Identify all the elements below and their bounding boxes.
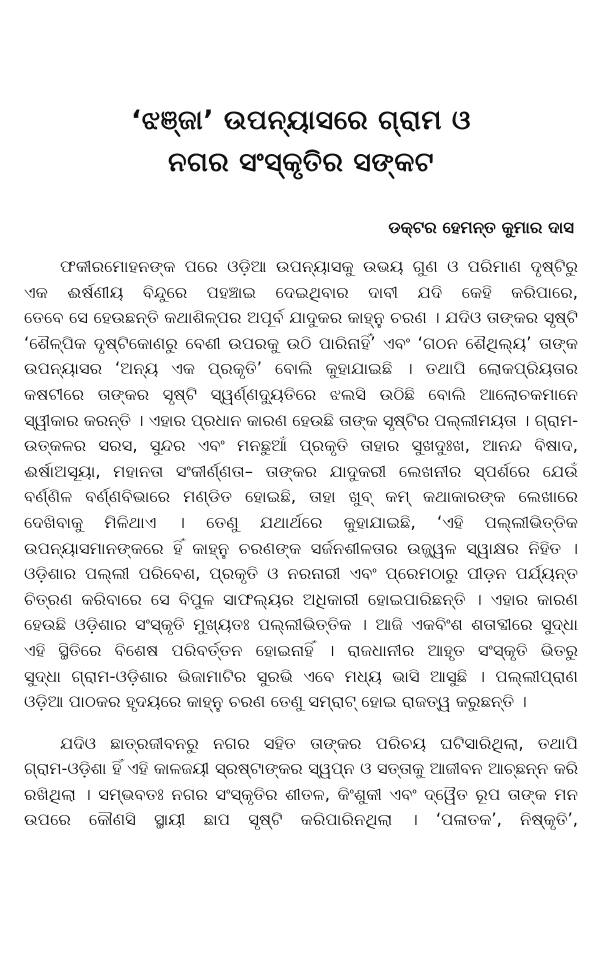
- paragraph-line: କଷଟୀରେ ତାଙ୍କର ସୃଷ୍ଟି ସ୍ୱର୍ଣ୍ଣଦ୍ୟୁତିରେ ଝଲସି ଉଠିଛି ବୋଲି ଆଲୋଚକମାନେ: [24, 384, 578, 404]
- article-title-line-2: ନଗର ସଂସ୍କୃତିର ସଙ୍କଟ: [167, 147, 435, 178]
- paragraph-line: ଈର୍ଷାଅସୂୟା, ମହାନତା ସଂକୀର୍ଣ୍ଣତା– ତାଙ୍କର ଯାଦୁକରୀ ଲେଖନୀର ସ୍ପର୍ଶରେ ଯେଉଁ: [24, 461, 578, 481]
- paragraph-line: ହେଉଛି ଓଡ଼ିଶାର ସଂସ୍କୃତି ମୁଖ୍ୟତଃ ପଲ୍ଲୀଭିତ୍ତିକ । ଆଜି ଏକବିଂଶ ଶତାବ୍ଦୀରେ ସୁଦ୍ଧା: [24, 615, 578, 635]
- paragraph-line: ଯଦିଓ ଛାତ୍ରଜୀବନରୁ ନଗର ସହିତ ତାଙ୍କର ପରିଚୟ ଘଟିସାରିଥିଲା, ତଥାପି: [60, 733, 578, 753]
- paragraph-line: ଉତ୍କଳର ସରସ, ସୁନ୍ଦର ଏବଂ ମନଛୁଆଁ ପ୍ରକୃତି ତାହାର ସୁଖଦୁଃଖ, ଆନନ୍ଦ ବିଷାଦ,: [24, 436, 578, 456]
- paragraph-line: ସୁଦ୍ଧା ଗ୍ରାମ-ଓଡ଼ିଶାର ଭିଜାମାଟିର ସୁରଭି ଏବେ ମଧ୍ୟ ଭାସି ଆସୁଛି । ପଲ୍ଲୀପ୍ରାଣ: [24, 666, 578, 686]
- article-title-line-1: ‘ଝଞ୍ଜା’ ଉପନ୍ୟାସରେ ଗ୍ରାମ ଓ: [130, 105, 472, 136]
- paragraph-line: ସ୍ୱୀକାର କରନ୍ତି । ଏହାର ପ୍ରଧାନ କାରଣ ହେଉଛି ତାଙ୍କ ସୃଷ୍ଟିର ପଲ୍ଲୀମୟତା । ଗ୍ରାମ-: [24, 410, 578, 430]
- paragraph-line: ଓଡ଼ିଆ ପାଠକର ହୃଦୟରେ କାହ୍ନୁ ଚରଣ ତେଣୁ ସମ୍ରାଟ୍ ହୋଇ ରାଜତ୍ୱ କରୁଛନ୍ତି ।: [24, 692, 527, 712]
- paragraph-line: ରଖିଥିଲା । ସମ୍ଭବତଃ ନଗର ସଂସ୍କୃତିର ଶୀତଳ, କିଂଶୁକୀ ଏବଂ ଦ୍ୱୈତ ରୂପ ତାଙ୍କ ମନ: [24, 784, 578, 804]
- paragraph-line: ଉପନ୍ୟାସମାନଙ୍କରେ ହିଁ କାହ୍ନୁ ଚରଣଙ୍କ ସର୍ଜନଶୀଳତାର ଉଜ୍ଜ୍ୱଳ ସ୍ୱାକ୍ଷର ନିହିତ ।: [24, 538, 578, 558]
- paragraph-line: ଉପନ୍ୟାସର ‘ଅନ୍ୟ ଏକ ପ୍ରକୃତି’ ବୋଲି କୁହାଯାଇଛି । ତଥାପି ଲୋକପ୍ରିୟତାର: [24, 359, 578, 379]
- paragraph-2: [24, 731, 578, 833]
- article-title: [24, 100, 578, 184]
- author-byline: ଡକ୍ଟର ହେମନ୍ତ କୁମାର ଦାସ: [388, 218, 574, 237]
- paragraph-line: ବର୍ଣ୍ଣିଳ ବର୍ଣ୍ଣବିଭାରେ ମଣ୍ଡିତ ହୋଇଛି, ତାହା ଖୁବ୍ କମ୍ କଥାକାରଙ୍କ ଲେଖାରେ: [24, 487, 578, 507]
- paragraph-1: [24, 254, 578, 715]
- paragraph-line: ତେବେ ସେ ହେଉଛନ୍ତି କଥାଶିଳ୍ପର ଅପୂର୍ବ ଯାଦୁକର କାହ୍ନୁ ଚରଣ । ଯଦିଓ ତାଙ୍କର ସୃଷ୍ଟି: [24, 308, 578, 328]
- paragraph-line: ଏହି ସ୍ଥିତିରେ ବିଶେଷ ପରିବର୍ତ୍ତନ ହୋଇନାହିଁ । ରାଜଧାନୀର ଆହୃତ ସଂସ୍କୃତି ଭିତରୁ: [24, 640, 578, 660]
- paragraph-line: ଏକ ଈର୍ଷଣୀୟ ବିନ୍ଦୁରେ ପହଞ୍ଚାଇ ଦେଇଥିବାର ଦାବୀ ଯଦି କେହି କରିପାରେ,: [24, 282, 578, 302]
- paragraph-line: ଗ୍ରାମ-ଓଡ଼ିଶା ହିଁ ଏହି କାଳଜୟୀ ସ୍ରଷ୍ଟାଙ୍କର ସ୍ୱପ୍ନ ଓ ସତ୍ତାକୁ ଆଜୀବନ ଆଚ୍ଛନ୍ନ କରି: [24, 759, 578, 779]
- paragraph-line: ଉପରେ କୌଣସି ସ୍ଥାୟୀ ଛାପ ସୃଷ୍ଟି କରିପାରିନଥିଲା । ‘ପଳାତକ’, ନିଷ୍କୃତି’,: [24, 810, 578, 830]
- paragraph-line: ‘ଶୈଳ୍ପିକ ଦୃଷ୍ଟିକୋଣରୁ ବେଶୀ ଉପରକୁ ଉଠି ପାରିନାହିଁ’ ଏବଂ ‘ଗଠନ ଶୈଥିଲ୍ୟ’ ତାଙ୍କ: [24, 333, 578, 353]
- paragraph-line: ଫକୀରମୋହନଙ୍କ ପରେ ଓଡ଼ିଆ ଉପନ୍ୟାସକୁ ଉଭୟ ଗୁଣ ଓ ପରିମାଣ ଦୃଷ୍ଟିରୁ: [60, 257, 578, 276]
- paragraph-line: ଚିତ୍ରଣ କରିବାରେ ସେ ବିପୁଳ ସାଫଲ୍ୟର ଅଧିକାରୀ ହୋଇପାରିଛନ୍ତି । ଏହାର କାରଣ: [24, 589, 578, 609]
- paragraph-line: ଦେଖିବାକୁ ମିଳିଥାଏ । ତେଣୁ ଯଥାର୍ଥରେ କୁହାଯାଇଛି, ‘ଏହି ପଲ୍ଲୀଭିତ୍ତିକ: [24, 512, 578, 532]
- paragraph-line: ଓଡ଼ିଶାର ପଲ୍ଲୀ ପରିବେଶ, ପ୍ରକୃତି ଓ ନରନାରୀ ଏବଂ ପ୍ରେମଠାରୁ ପୀଡ଼ନ ପର୍ଯ୍ୟନ୍ତ: [24, 564, 578, 584]
